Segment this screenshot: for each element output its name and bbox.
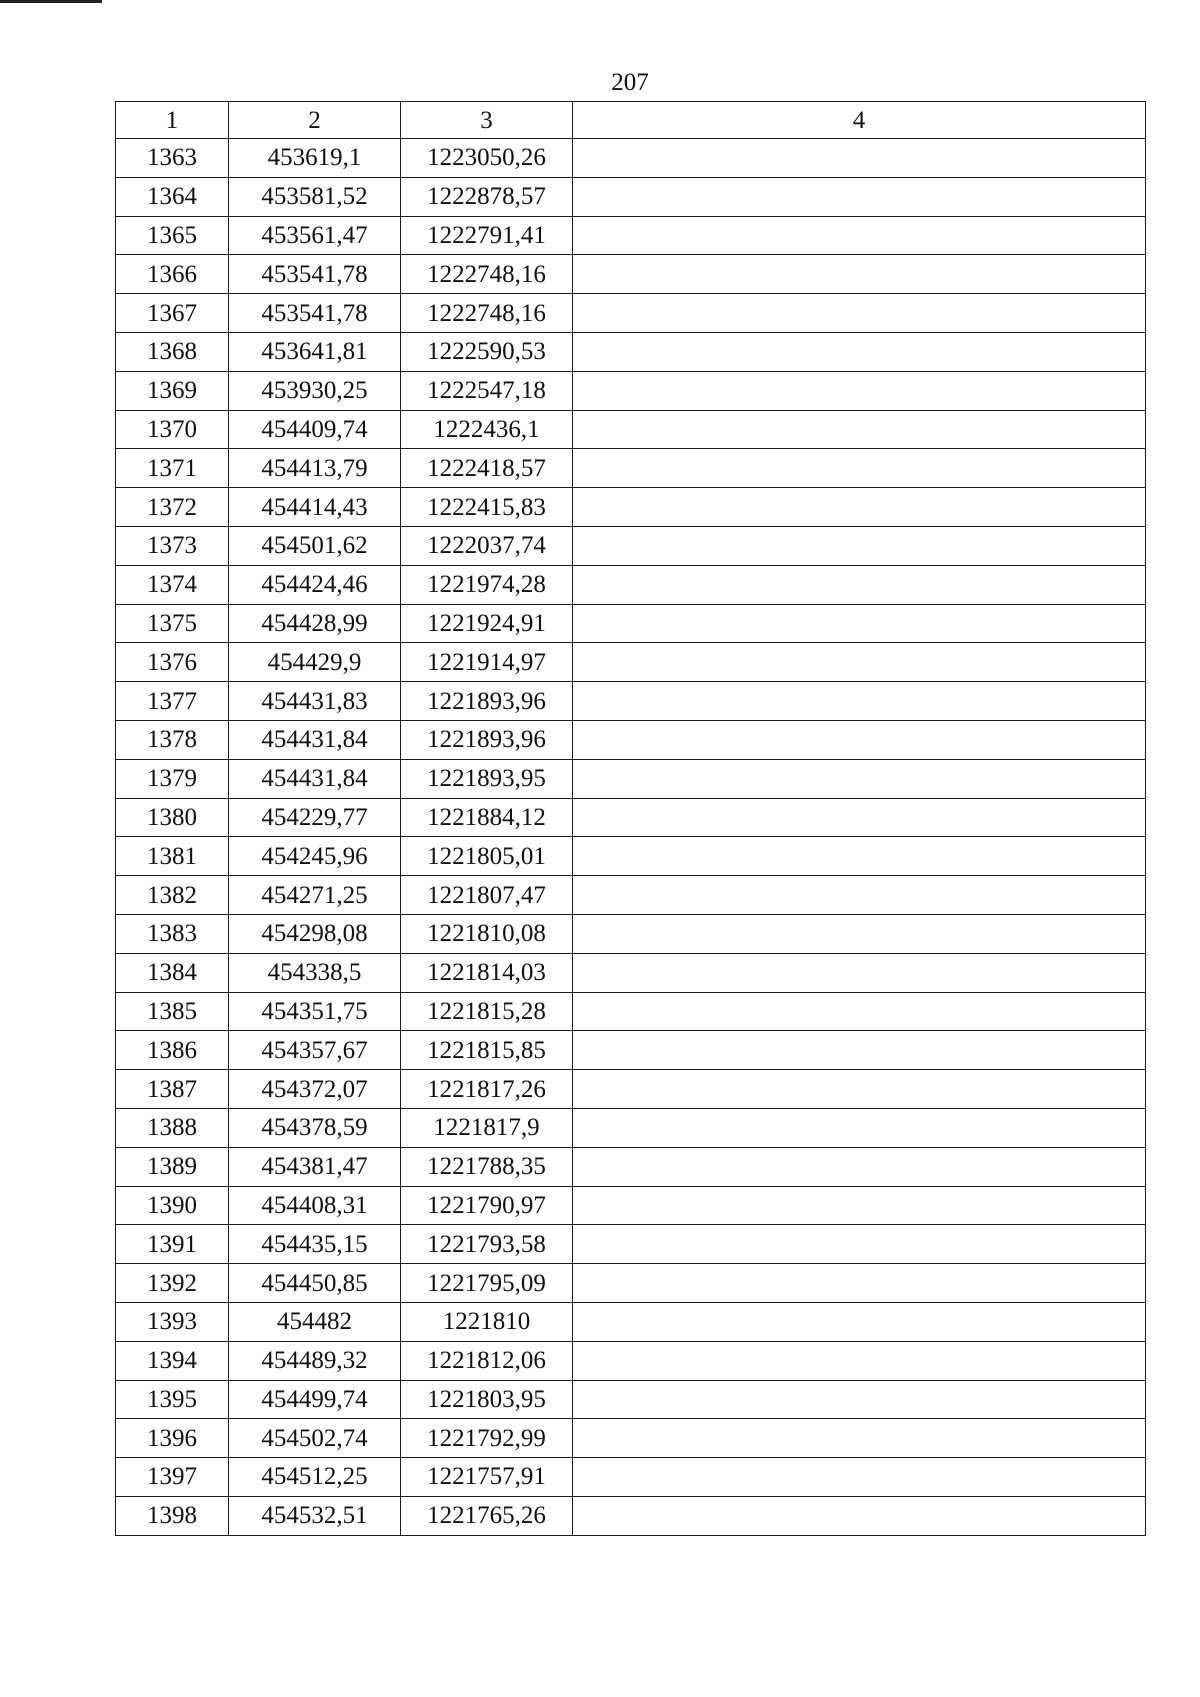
y-coordinate-cell: 1221893,95	[401, 759, 573, 798]
x-coordinate-cell: 454351,75	[229, 992, 401, 1031]
table-row	[116, 1147, 1146, 1186]
note-cell	[573, 410, 1146, 449]
note-cell	[573, 1186, 1146, 1225]
x-coordinate-cell: 454431,84	[229, 759, 401, 798]
x-coordinate-cell: 453541,78	[229, 255, 401, 294]
table-row	[116, 565, 1146, 604]
note-cell	[573, 1225, 1146, 1264]
y-coordinate-cell: 1221884,12	[401, 798, 573, 837]
x-coordinate-cell: 453541,78	[229, 294, 401, 333]
x-coordinate-cell: 454450,85	[229, 1264, 401, 1303]
table-row	[116, 526, 1146, 565]
point-number-cell: 1398	[116, 1496, 229, 1535]
note-cell	[573, 682, 1146, 721]
x-coordinate-cell: 454298,08	[229, 914, 401, 953]
y-coordinate-cell: 1221924,91	[401, 604, 573, 643]
table-row	[116, 759, 1146, 798]
y-coordinate-cell: 1221790,97	[401, 1186, 573, 1225]
point-number-cell: 1369	[116, 371, 229, 410]
x-coordinate-cell: 454357,67	[229, 1031, 401, 1070]
table-row	[116, 1031, 1146, 1070]
table-row	[116, 1225, 1146, 1264]
note-cell	[573, 1341, 1146, 1380]
point-number-cell: 1383	[116, 914, 229, 953]
point-number-cell: 1365	[116, 216, 229, 255]
x-coordinate-cell: 454482	[229, 1302, 401, 1341]
column-header-2: 2	[229, 102, 401, 139]
table-row	[116, 410, 1146, 449]
point-number-cell: 1384	[116, 953, 229, 992]
x-coordinate-cell: 454431,83	[229, 682, 401, 721]
x-coordinate-cell: 454499,74	[229, 1380, 401, 1419]
note-cell	[573, 216, 1146, 255]
note-cell	[573, 177, 1146, 216]
x-coordinate-cell: 453619,1	[229, 139, 401, 178]
point-number-cell: 1378	[116, 720, 229, 759]
point-number-cell: 1367	[116, 294, 229, 333]
table-header-row	[116, 102, 1146, 139]
point-number-cell: 1391	[116, 1225, 229, 1264]
point-number-cell: 1364	[116, 177, 229, 216]
y-coordinate-cell: 1221805,01	[401, 837, 573, 876]
y-coordinate-cell: 1221814,03	[401, 953, 573, 992]
column-header-3: 3	[401, 102, 573, 139]
table-row	[116, 643, 1146, 682]
y-coordinate-cell: 1221817,9	[401, 1108, 573, 1147]
table-row	[116, 255, 1146, 294]
table-row	[116, 1458, 1146, 1497]
x-coordinate-cell: 454409,74	[229, 410, 401, 449]
point-number-cell: 1363	[116, 139, 229, 178]
note-cell	[573, 837, 1146, 876]
point-number-cell: 1390	[116, 1186, 229, 1225]
table-row	[116, 1108, 1146, 1147]
table-row	[116, 139, 1146, 178]
column-header-1: 1	[116, 102, 229, 139]
note-cell	[573, 449, 1146, 488]
table-row	[116, 837, 1146, 876]
x-coordinate-cell: 454424,46	[229, 565, 401, 604]
x-coordinate-cell: 453641,81	[229, 332, 401, 371]
table-row	[116, 953, 1146, 992]
x-coordinate-cell: 454501,62	[229, 526, 401, 565]
x-coordinate-cell: 453930,25	[229, 371, 401, 410]
table-row	[116, 1264, 1146, 1303]
table-row	[116, 294, 1146, 333]
x-coordinate-cell: 454431,84	[229, 720, 401, 759]
column-header-4: 4	[573, 102, 1146, 139]
table-row	[116, 992, 1146, 1031]
point-number-cell: 1370	[116, 410, 229, 449]
table-row	[116, 798, 1146, 837]
point-number-cell: 1389	[116, 1147, 229, 1186]
x-coordinate-cell: 454413,79	[229, 449, 401, 488]
y-coordinate-cell: 1221812,06	[401, 1341, 573, 1380]
note-cell	[573, 1380, 1146, 1419]
table-row	[116, 876, 1146, 915]
point-number-cell: 1392	[116, 1264, 229, 1303]
x-coordinate-cell: 454372,07	[229, 1070, 401, 1109]
note-cell	[573, 332, 1146, 371]
table-row	[116, 1380, 1146, 1419]
note-cell	[573, 526, 1146, 565]
table-row	[116, 1496, 1146, 1535]
table-body	[116, 139, 1146, 1536]
note-cell	[573, 294, 1146, 333]
table-row	[116, 216, 1146, 255]
note-cell	[573, 1458, 1146, 1497]
y-coordinate-cell: 1222748,16	[401, 294, 573, 333]
y-coordinate-cell: 1221765,26	[401, 1496, 573, 1535]
note-cell	[573, 759, 1146, 798]
note-cell	[573, 488, 1146, 527]
table-row	[116, 604, 1146, 643]
x-coordinate-cell: 454532,51	[229, 1496, 401, 1535]
coordinates-table	[115, 101, 1146, 1536]
x-coordinate-cell: 454229,77	[229, 798, 401, 837]
point-number-cell: 1379	[116, 759, 229, 798]
y-coordinate-cell: 1221810,08	[401, 914, 573, 953]
x-coordinate-cell: 454489,32	[229, 1341, 401, 1380]
y-coordinate-cell: 1221817,26	[401, 1070, 573, 1109]
x-coordinate-cell: 454338,5	[229, 953, 401, 992]
x-coordinate-cell: 454245,96	[229, 837, 401, 876]
y-coordinate-cell: 1221810	[401, 1302, 573, 1341]
point-number-cell: 1372	[116, 488, 229, 527]
table-row	[116, 1341, 1146, 1380]
point-number-cell: 1386	[116, 1031, 229, 1070]
y-coordinate-cell: 1221807,47	[401, 876, 573, 915]
note-cell	[573, 1031, 1146, 1070]
point-number-cell: 1387	[116, 1070, 229, 1109]
y-coordinate-cell: 1221795,09	[401, 1264, 573, 1303]
table-row	[116, 720, 1146, 759]
y-coordinate-cell: 1222436,1	[401, 410, 573, 449]
y-coordinate-cell: 1221803,95	[401, 1380, 573, 1419]
note-cell	[573, 371, 1146, 410]
point-number-cell: 1368	[116, 332, 229, 371]
point-number-cell: 1393	[116, 1302, 229, 1341]
note-cell	[573, 643, 1146, 682]
point-number-cell: 1396	[116, 1419, 229, 1458]
x-coordinate-cell: 454414,43	[229, 488, 401, 527]
point-number-cell: 1380	[116, 798, 229, 837]
note-cell	[573, 1419, 1146, 1458]
x-coordinate-cell: 454408,31	[229, 1186, 401, 1225]
point-number-cell: 1375	[116, 604, 229, 643]
table-row	[116, 1070, 1146, 1109]
y-coordinate-cell: 1221893,96	[401, 720, 573, 759]
y-coordinate-cell: 1221792,99	[401, 1419, 573, 1458]
table-row	[116, 914, 1146, 953]
y-coordinate-cell: 1221914,97	[401, 643, 573, 682]
point-number-cell: 1371	[116, 449, 229, 488]
point-number-cell: 1366	[116, 255, 229, 294]
x-coordinate-cell: 454378,59	[229, 1108, 401, 1147]
x-coordinate-cell: 453581,52	[229, 177, 401, 216]
point-number-cell: 1397	[116, 1458, 229, 1497]
note-cell	[573, 139, 1146, 178]
y-coordinate-cell: 1221788,35	[401, 1147, 573, 1186]
note-cell	[573, 565, 1146, 604]
point-number-cell: 1388	[116, 1108, 229, 1147]
scan-edge-mark	[0, 0, 102, 3]
note-cell	[573, 720, 1146, 759]
point-number-cell: 1385	[116, 992, 229, 1031]
y-coordinate-cell: 1221815,28	[401, 992, 573, 1031]
x-coordinate-cell: 454271,25	[229, 876, 401, 915]
y-coordinate-cell: 1221757,91	[401, 1458, 573, 1497]
y-coordinate-cell: 1222590,53	[401, 332, 573, 371]
x-coordinate-cell: 454502,74	[229, 1419, 401, 1458]
table-row	[116, 449, 1146, 488]
x-coordinate-cell: 454429,9	[229, 643, 401, 682]
y-coordinate-cell: 1221793,58	[401, 1225, 573, 1264]
x-coordinate-cell: 453561,47	[229, 216, 401, 255]
point-number-cell: 1382	[116, 876, 229, 915]
note-cell	[573, 953, 1146, 992]
table-row	[116, 177, 1146, 216]
note-cell	[573, 876, 1146, 915]
point-number-cell: 1395	[116, 1380, 229, 1419]
note-cell	[573, 992, 1146, 1031]
x-coordinate-cell: 454428,99	[229, 604, 401, 643]
y-coordinate-cell: 1223050,26	[401, 139, 573, 178]
note-cell	[573, 1070, 1146, 1109]
y-coordinate-cell: 1221893,96	[401, 682, 573, 721]
note-cell	[573, 1264, 1146, 1303]
point-number-cell: 1394	[116, 1341, 229, 1380]
y-coordinate-cell: 1222037,74	[401, 526, 573, 565]
y-coordinate-cell: 1222547,18	[401, 371, 573, 410]
note-cell	[573, 1302, 1146, 1341]
y-coordinate-cell: 1222878,57	[401, 177, 573, 216]
y-coordinate-cell: 1222748,16	[401, 255, 573, 294]
table-row	[116, 1419, 1146, 1458]
table-row	[116, 682, 1146, 721]
note-cell	[573, 1147, 1146, 1186]
table-row	[116, 371, 1146, 410]
note-cell	[573, 604, 1146, 643]
note-cell	[573, 1108, 1146, 1147]
y-coordinate-cell: 1221974,28	[401, 565, 573, 604]
x-coordinate-cell: 454512,25	[229, 1458, 401, 1497]
table-row	[116, 1186, 1146, 1225]
y-coordinate-cell: 1222418,57	[401, 449, 573, 488]
y-coordinate-cell: 1222791,41	[401, 216, 573, 255]
page-number: 207	[611, 69, 649, 96]
point-number-cell: 1377	[116, 682, 229, 721]
y-coordinate-cell: 1221815,85	[401, 1031, 573, 1070]
point-number-cell: 1374	[116, 565, 229, 604]
note-cell	[573, 1496, 1146, 1535]
point-number-cell: 1376	[116, 643, 229, 682]
note-cell	[573, 255, 1146, 294]
note-cell	[573, 914, 1146, 953]
table-row	[116, 332, 1146, 371]
x-coordinate-cell: 454381,47	[229, 1147, 401, 1186]
point-number-cell: 1381	[116, 837, 229, 876]
note-cell	[573, 798, 1146, 837]
point-number-cell: 1373	[116, 526, 229, 565]
table-row	[116, 488, 1146, 527]
y-coordinate-cell: 1222415,83	[401, 488, 573, 527]
x-coordinate-cell: 454435,15	[229, 1225, 401, 1264]
table-row	[116, 1302, 1146, 1341]
